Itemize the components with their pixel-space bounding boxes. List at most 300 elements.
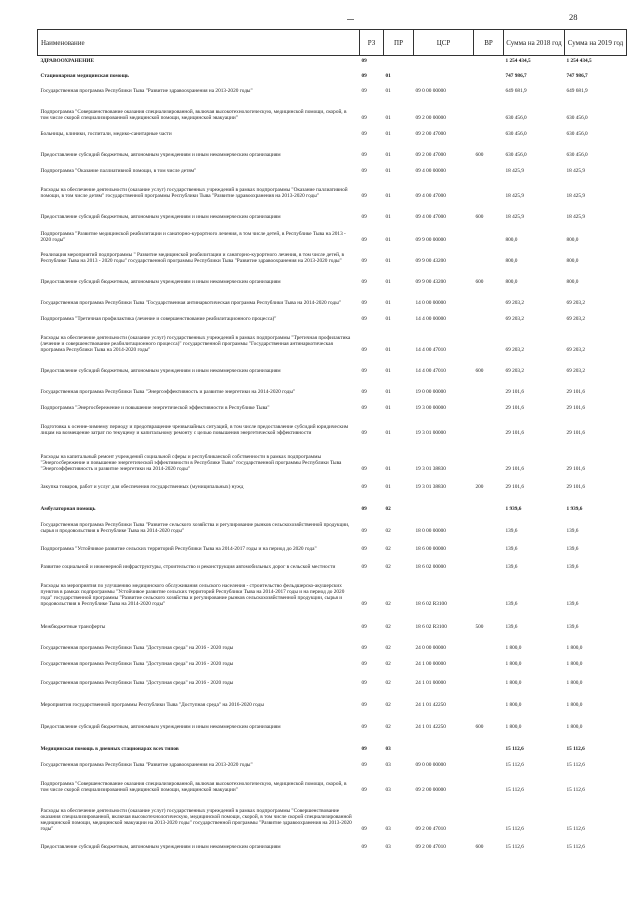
row-rz: 09 [361,258,367,265]
row-csr: 09 2 00 47000 [415,131,446,138]
row-csr [414,491,474,513]
row-pr: 01 [385,316,391,323]
table-row [38,80,627,95]
row-vr [474,753,504,769]
row-pr: 02 [385,702,391,709]
row-vr: 600 [475,152,484,159]
table-row [38,652,627,668]
row-sum-2019: 69 203,2 [566,347,586,354]
row-sum-2018: 1 800,0 [505,724,522,731]
table-row [38,244,627,265]
row-csr: 14 4 00 47010 [415,368,446,375]
row-csr: 14 4 00 00000 [415,316,446,323]
row-sum-2018: 15 112,6 [505,762,524,769]
row-pr: 01 [385,214,391,221]
row-sum-2019: 15 112,6 [566,826,585,833]
header-name: Наименование [38,30,360,56]
row-rz: 09 [361,168,367,175]
row-csr: 24 1 01 00000 [415,680,446,687]
row-pr: 01 [385,115,391,122]
header-rz: РЗ [360,30,384,56]
row-name: Расходы на обеспечение деятельности (оказание услуг) государственных учреждений в рамках подпрограммы "Совершенствование оказания специализированной, включая высокотехнологическую, медицинской помощи, скорой, в том числе скорой специализированной медицинской помощи, медицинской эвакуации на 2013-2020 годы" государственной программы "Развитие здравоохранения на 2013-2020 годы" [40,807,352,833]
row-name: Расходы на мероприятия по улучшению медицинского обслуживания сельского населения - строительство фельдшерско-акушерских пунктов в рамках подпрограммы "Устойчивое развитие сельских территорий Республики Тыва на 2014-2017 годы и на период до 2020 года" государственной программы "Развитие сельского хозяйства и регулирование рынков сельскохозяйственной продукции, сырья и продовольствия в Республике Тыва на 2014-2020 годы" [40,582,345,608]
row-sum-2018: 630 456,0 [505,131,527,138]
row-name: Больницы, клиники, госпитали, медико-санитарные части [40,131,172,138]
row-csr: 09 2 00 00000 [415,115,446,122]
row-sum-2018: 18 425,9 [505,193,525,200]
row-csr: 18 0 00 00000 [415,528,446,535]
row-sum-2019: 649 681,9 [566,88,588,95]
row-sum-2018: 630 456,0 [505,115,527,122]
row-vr [474,652,504,668]
row-name: Подпрограмма "Совершенствование оказания специализированной, включая высокотехнологическую, медицинской помощи, скорой, в том числе скорой специализированной медицинской помощи, медицинской эвакуации" [40,109,347,122]
table-row [38,709,627,731]
row-sum-2018: 69 203,2 [505,300,525,307]
row-vr [474,412,504,437]
row-rz: 09 [361,702,367,709]
row-csr: 19 3 00 00000 [415,405,446,412]
row-pr: 01 [385,368,391,375]
row-rz: 09 [361,787,367,794]
row-sum-2019: 1 800,0 [566,645,583,652]
row-pr: 03 [385,787,391,794]
row-name: Подпрограмма "Устойчивое развитие сельских территорий Республики Тыва на 2014-2017 годы и на период до 2020 года" [40,546,317,553]
table-row [38,631,627,652]
row-sum-2019: 800,0 [566,258,579,265]
row-vr: 600 [475,844,484,851]
row-sum-2018: 15 112,6 [505,844,524,851]
row-rz: 09 [361,300,367,307]
row-rz: 09 [361,214,367,221]
row-pr: 01 [385,389,391,396]
row-sum-2018: 1 800,0 [505,661,522,668]
row-csr [414,65,474,80]
row-vr [474,159,504,175]
row-sum-2019: 630 456,0 [566,131,588,138]
row-name: Государственная программа Республики Тыва "Энергоэффективность и развитие энергетики на 2014-2020 годы" [40,389,296,396]
row-pr [384,56,414,65]
row-sum-2019: 15 112,6 [566,746,585,753]
row-name: Амбулаторная помощь [40,506,96,513]
row-vr: 600 [475,279,484,286]
row-csr: 24 1 00 00000 [415,661,446,668]
row-sum-2018: 1 800,0 [505,702,522,709]
row-vr: 500 [475,624,484,631]
row-pr: 03 [385,762,391,769]
row-name: Межбюджетные трансферты [40,624,106,631]
row-vr [474,687,504,709]
row-name: Предоставление субсидий бюджетным, автономным учреждениям и иным некоммерческим организациям [40,214,281,221]
row-pr: 01 [385,237,391,244]
row-name: Государственная программа Республики Тыва "Доступная среда" на 2016 - 2020 годы [40,645,234,652]
row-csr: 18 6 02 R3100 [415,624,447,631]
table-row [38,753,627,769]
row-vr [474,307,504,323]
row-rz: 09 [361,430,367,437]
row-sum-2019: 139,6 [566,564,579,571]
row-pr: 01 [385,131,391,138]
table-row [38,323,627,354]
row-vr [474,375,504,396]
section-row [38,731,627,753]
row-rz: 09 [361,661,367,668]
row-csr: 09 4 00 47000 [415,193,446,200]
row-vr [474,221,504,244]
row-name: Государственная программа Республики Тыва "Доступная среда" на 2016 - 2020 годы [40,661,234,668]
table-row [38,265,627,286]
row-sum-2019: 139,6 [566,546,579,553]
row-sum-2019: 18 425,9 [566,193,586,200]
row-rz: 09 [361,368,367,375]
row-name: Государственная программа Республики Тыва "Государственная антинаркотическая программа Республики Тыва на 2014-2020 годы" [40,300,341,307]
row-sum-2019: 69 203,2 [566,316,586,323]
row-sum-2018: 139,6 [505,546,518,553]
section-row [38,56,627,65]
table-row [38,138,627,159]
row-sum-2019: 139,6 [566,624,579,631]
table-row [38,571,627,608]
row-sum-2019: 29 101,6 [566,389,586,396]
row-sum-2019: 15 112,6 [566,844,585,851]
row-sum-2019: 15 112,6 [566,762,585,769]
row-vr [474,535,504,553]
table-row [38,122,627,138]
table-row [38,175,627,200]
header-sum-2019: Сумма на 2019 год [565,30,627,56]
row-sum-2018: 29 101,6 [505,405,525,412]
row-name: Предоставление субсидий бюджетным, автономным учреждениям и иным некоммерческим организациям [40,724,281,731]
header-sum-2018: Сумма на 2018 год [504,30,565,56]
row-csr: 09 0 00 00000 [415,762,446,769]
row-vr [474,286,504,307]
row-vr [474,56,504,65]
budget-table [37,29,627,851]
row-pr: 01 [385,168,391,175]
row-pr: 02 [385,624,391,631]
row-sum-2018: 649 681,9 [505,88,527,95]
table-row [38,608,627,631]
row-pr: 02 [385,546,391,553]
row-sum-2018: 18 425,9 [505,168,525,175]
row-sum-2018: 29 101,6 [505,389,525,396]
row-sum-2018: 630 456,0 [505,152,527,159]
row-vr: 600 [475,214,484,221]
row-vr [474,80,504,95]
row-pr: 01 [385,430,391,437]
row-csr: 24 0 00 00000 [415,645,446,652]
table-row [38,396,627,412]
row-vr: 600 [475,724,484,731]
row-rz: 09 [361,316,367,323]
row-rz: 09 [361,58,367,65]
row-csr: 09 9 00 43200 [415,258,446,265]
row-sum-2019: 29 101,6 [566,430,586,437]
table-row [38,437,627,473]
row-pr: 02 [385,680,391,687]
table-row [38,794,627,833]
table-row [38,553,627,571]
row-sum-2019: 1 800,0 [566,724,583,731]
row-sum-2018: 18 425,9 [505,214,525,221]
top-rule [347,19,354,20]
row-sum-2018: 139,6 [505,601,518,608]
row-vr [474,513,504,535]
table-row [38,95,627,122]
row-rz: 09 [361,389,367,396]
row-csr: 14 4 00 47010 [415,347,446,354]
row-name: Подпрограмма "Энергосбережение и повышение энергетической эффективности в Республике Тыва" [40,405,270,412]
row-name: Государственная программа Республики Тыва "Доступная среда" на 2016 - 2020 годы [40,680,234,687]
row-csr: 18 6 02 00000 [415,564,446,571]
row-csr: 09 2 00 00000 [415,787,446,794]
row-vr [474,631,504,652]
row-rz: 09 [361,762,367,769]
row-sum-2018: 1 254 434,5 [505,58,531,65]
row-sum-2018: 69 203,2 [505,316,525,323]
row-csr: 09 2 00 47010 [415,826,446,833]
table-header-row [38,30,627,56]
row-sum-2018: 800,0 [505,237,518,244]
table-row [38,412,627,437]
row-sum-2019: 139,6 [566,528,579,535]
row-name: Закупка товаров, работ и услуг для обеспечения государственных (муниципальных) нужд [40,484,244,491]
row-rz: 09 [361,193,367,200]
row-rz: 09 [361,405,367,412]
row-rz: 09 [361,115,367,122]
row-csr [414,731,474,753]
row-rz: 09 [361,88,367,95]
row-rz: 09 [361,645,367,652]
row-csr: 24 1 01 42250 [415,702,446,709]
row-sum-2018: 69 203,2 [505,368,525,375]
row-name: Предоставление субсидий бюджетным, автономным учреждениям и иным некоммерческим организациям [40,279,281,286]
table-row [38,375,627,396]
row-csr: 09 0 00 00000 [415,88,446,95]
page-number: 28 [569,12,578,22]
row-sum-2019: 139,6 [566,601,579,608]
row-pr: 01 [385,73,391,80]
row-csr: 18 6 00 00000 [415,546,446,553]
row-sum-2019: 1 939,6 [566,506,583,513]
row-pr: 01 [385,258,391,265]
row-sum-2018: 1 800,0 [505,680,522,687]
row-pr: 01 [385,152,391,159]
row-sum-2018: 139,6 [505,564,518,571]
section-row [38,491,627,513]
row-sum-2018: 15 112,6 [505,826,524,833]
row-rz: 09 [361,601,367,608]
row-pr: 03 [385,746,391,753]
row-rz: 09 [361,152,367,159]
row-sum-2019: 69 203,2 [566,300,586,307]
row-vr [474,244,504,265]
row-pr: 02 [385,564,391,571]
row-vr: 200 [475,484,484,491]
row-rz: 09 [361,528,367,535]
row-csr: 14 0 00 00000 [415,300,446,307]
row-sum-2018: 29 101,6 [505,466,525,473]
row-pr: 03 [385,826,391,833]
row-rz: 09 [361,347,367,354]
row-name: Реализация мероприятий подпрограммы " Развитие медицинской реабилитации и санаторно-курортного лечения, в том числе детей, в Республике Тыва на 2013 - 2020 годы" государственной программы Республики Тыва "Развитие здравоохранения на 2013-2020 годы" [40,252,345,265]
row-rz: 09 [361,279,367,286]
row-name: Предоставление субсидий бюджетным, автономным учреждениям и иным некоммерческим организациям [40,844,281,851]
row-name: Развитие социальной и инженерной инфраструктуры, строительство и реконструкция автомобильных дорог в сельской местности [40,564,336,571]
row-sum-2018: 800,0 [505,279,518,286]
row-sum-2018: 747 986,7 [505,73,527,80]
row-csr: 09 4 00 47000 [415,214,446,221]
row-name: Подпрограмма "Развитие медицинской реабилитации и санаторно-курортного лечения, в том числе детей, в Республике Тыва на 2013 - 2020 годы" [40,231,346,244]
row-name: Подготовка к осенне-зимнему периоду и предотвращение чрезвычайных ситуаций, в том числе предоставление субсидий юридическим лицам на возмещение затрат по текущему и капитальному ремонту с целью повышения энергетической эффективности [40,424,349,437]
row-sum-2019: 29 101,6 [566,466,586,473]
row-name: ЗДРАВООХРАНЕНИЕ [40,58,94,65]
row-rz: 09 [361,73,367,80]
table-row [38,769,627,794]
row-vr [474,731,504,753]
table-row [38,307,627,323]
row-rz: 09 [361,624,367,631]
row-name: Предоставление субсидий бюджетным, автономным учреждениям и иным некоммерческим организациям [40,152,281,159]
row-sum-2018: 139,6 [505,624,518,631]
row-pr: 01 [385,347,391,354]
row-rz: 09 [361,564,367,571]
row-pr: 02 [385,528,391,535]
row-vr [474,396,504,412]
row-vr [474,668,504,687]
row-sum-2019: 1 800,0 [566,661,583,668]
row-csr: 19 0 00 00000 [415,389,446,396]
row-rz: 09 [361,746,367,753]
row-csr: 19 3 01 38830 [415,466,446,473]
row-vr [474,794,504,833]
table-row [38,473,627,491]
row-rz: 09 [361,724,367,731]
row-pr: 02 [385,601,391,608]
row-vr [474,323,504,354]
row-sum-2018: 1 939,6 [505,506,522,513]
row-name: Государственная программа Республики Тыва "Развитие здравоохранения на 2013-2020 годы" [40,88,253,95]
row-rz: 09 [361,466,367,473]
row-pr: 03 [385,844,391,851]
row-sum-2019: 1 254 434,5 [566,58,592,65]
table-row [38,833,627,851]
table-row [38,513,627,535]
row-name: Предоставление субсидий бюджетным, автономным учреждениям и иным некоммерческим организациям [40,368,281,375]
row-csr: 09 2 00 47010 [415,844,446,851]
row-rz: 09 [361,237,367,244]
row-name: Расходы на обеспечение деятельности (оказание услуг) государственных учреждений в рамках подпрограммы "Третичная профилактика (лечение и совершенствование реабилитационного процесса)" государственной программы "Государственная антинаркотическая программа Республики Тыва на 2014-2020 годы" [40,334,351,354]
row-pr: 01 [385,484,391,491]
row-rz: 09 [361,506,367,513]
row-name: Расходы на обеспечение деятельности (оказание услуг) государственных учреждений в рамках подпрограммы "Оказание паллиативной помощи, в том числе детям" государственной программы Республики Тыва "Развитие здравоохранения на 2013-2020 годы" [40,187,348,200]
row-sum-2018: 15 112,6 [505,746,524,753]
row-csr: 09 2 00 47000 [415,152,446,159]
row-csr: 09 9 00 43200 [415,279,446,286]
row-pr: 01 [385,193,391,200]
row-vr [474,769,504,794]
row-rz: 09 [361,484,367,491]
row-sum-2019: 18 425,9 [566,168,586,175]
row-name: Подпрограмма "Совершенствование оказания специализированной, включая высокотехнологическую, медицинской помощи, скорой, в том числе скорой специализированной медицинской помощи, медицинской эвакуации" [40,781,347,794]
row-pr: 01 [385,279,391,286]
row-pr: 01 [385,466,391,473]
row-rz: 09 [361,826,367,833]
row-pr: 02 [385,645,391,652]
row-csr: 18 6 02 R3100 [415,601,447,608]
row-sum-2019: 29 101,6 [566,405,586,412]
row-sum-2019: 800,0 [566,237,579,244]
row-vr: 600 [475,368,484,375]
row-pr: 02 [385,724,391,731]
row-csr [414,56,474,65]
row-sum-2019: 630 456,0 [566,152,588,159]
table-row [38,668,627,687]
row-sum-2019: 630 456,0 [566,115,588,122]
row-name: Государственная программа Республики Тыва "Развитие сельского хозяйства и регулирование рынков сельскохозяйственной продукции, сырья и продовольствия в Республике Тыва на 2014-2020 годы" [40,522,350,535]
row-name: Государственная программа Республики Тыва "Развитие здравоохранения на 2013-2020 годы" [40,762,253,769]
row-sum-2018: 15 112,6 [505,787,524,794]
row-vr [474,65,504,80]
row-sum-2019: 18 425,9 [566,214,586,221]
row-vr [474,95,504,122]
header-csr: ЦСР [414,30,474,56]
table-row [38,535,627,553]
row-sum-2018: 800,0 [505,258,518,265]
row-sum-2019: 15 112,6 [566,787,585,794]
table-row [38,286,627,307]
row-vr [474,491,504,513]
row-pr: 01 [385,405,391,412]
row-vr [474,175,504,200]
row-pr: 02 [385,506,391,513]
row-name: Подпрограмма "Оказание паллиативной помощи, в том числе детям" [40,168,197,175]
table-row [38,159,627,175]
row-sum-2019: 800,0 [566,279,579,286]
row-sum-2018: 69 203,2 [505,347,525,354]
row-csr: 09 4 00 00000 [415,168,446,175]
row-sum-2019: 29 101,6 [566,484,586,491]
row-rz: 09 [361,844,367,851]
header-pr: ПР [384,30,414,56]
table-row [38,687,627,709]
row-rz: 09 [361,131,367,138]
row-sum-2019: 1 800,0 [566,702,583,709]
table-row [38,221,627,244]
row-name: Мероприятия государственной программы Республики Тыва "Доступная среда" на 2016-2020 годы [40,702,264,709]
row-vr [474,437,504,473]
row-pr: 02 [385,661,391,668]
row-pr: 01 [385,88,391,95]
row-csr: 24 1 01 42250 [415,724,446,731]
row-csr: 19 3 01 38830 [415,484,446,491]
row-vr [474,571,504,608]
row-name: Подпрограмма "Третичная профилактика (лечение и совершенствование реабилитационного процесса)" [40,316,277,323]
row-sum-2018: 139,6 [505,528,518,535]
section-row [38,65,627,80]
row-sum-2019: 1 800,0 [566,680,583,687]
row-sum-2018: 29 101,6 [505,430,525,437]
table-row [38,354,627,375]
row-name: Стационарная медицинская помощь [40,73,129,80]
row-sum-2018: 1 800,0 [505,645,522,652]
row-sum-2018: 29 101,6 [505,484,525,491]
row-csr: 09 9 00 00000 [415,237,446,244]
row-sum-2019: 69 203,2 [566,368,586,375]
row-rz: 09 [361,546,367,553]
row-name: Расходы на капитальный ремонт учреждений социальной сферы и республиканской собственности в рамках подпрограммы "Энергосбережение и повышение энергетической эффективности в Республике Тыва" государственной программы Республики Тыва "Энергоэффективность и развитие энергетики на 2014-2020 годы" [40,453,342,473]
row-pr: 01 [385,300,391,307]
row-rz: 09 [361,680,367,687]
